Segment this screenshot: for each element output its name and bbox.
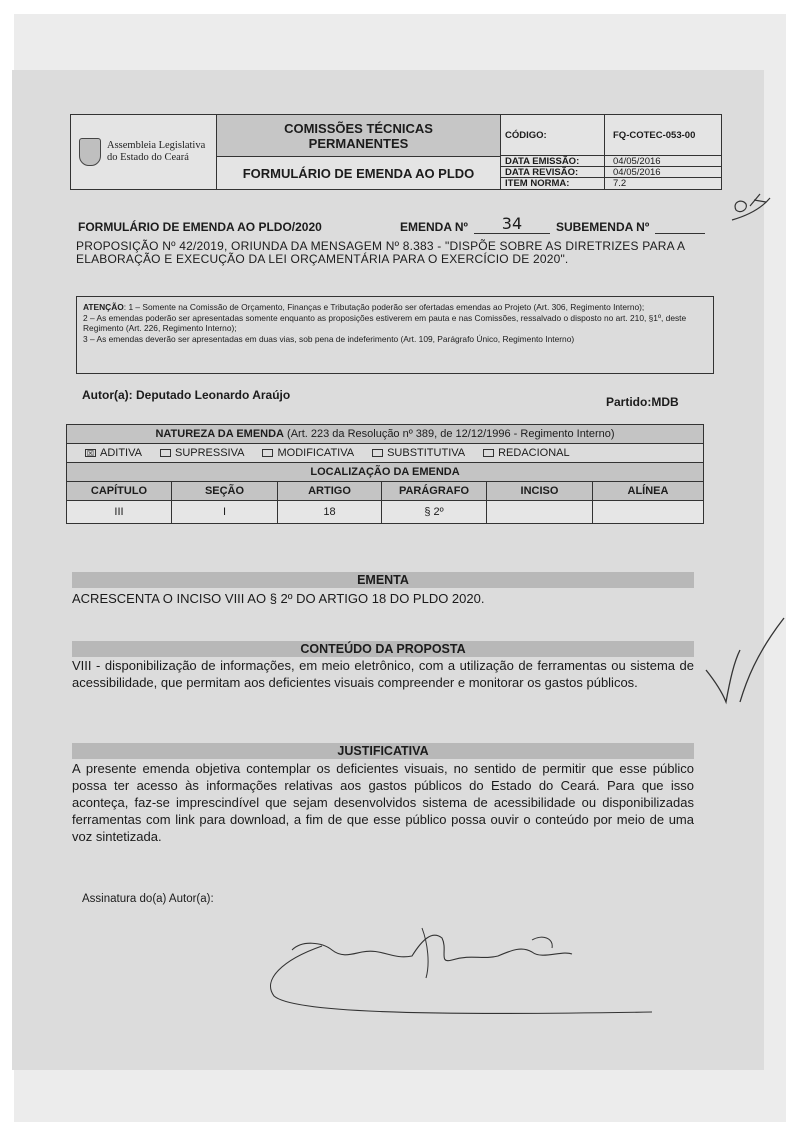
emenda-number-line: EMENDA Nº 34 SUBEMENDA Nº (400, 220, 705, 234)
institution-name: Assembleia Legislativa do Estado do Ceará (107, 140, 206, 163)
justificativa-text: A presente emenda objetiva contemplar os deficientes visuais, no sentido de permitir que esse público possa ter acesso às informações relativas aos gastos públicos do Estado do Ceará. Para que isso aconteça, faz-se imprescindível que sejam desenvolvidos sistema de acessibilidade ou disponibilizadas ferramentas com link para download, a fim de que esse público possa ouvir o conteúdo por meio de uma voz sintetizada. (72, 761, 694, 844)
conteudo-heading: CONTEÚDO DA PROPOSTA (72, 641, 694, 657)
localizacao-values-row: III I 18 § 2º (67, 501, 703, 523)
state-seal-icon (79, 138, 101, 166)
natureza-title-row: NATUREZA DA EMENDA (Art. 223 da Resolução nº 389, de 12/12/1996 - Regimento Interno) (67, 425, 703, 444)
form-name: FORMULÁRIO DE EMENDA AO PLDO (242, 165, 475, 181)
author: Autor(a): Deputado Leonardo Araújo (82, 388, 291, 402)
handwritten-mark (726, 180, 776, 224)
emenda-number: 34 (474, 214, 550, 234)
code-row: CÓDIGO: FQ-COTEC-053-00 (501, 115, 721, 156)
option-substitutiva[interactable]: SUBSTITUTIVA (372, 447, 465, 459)
amendment-table (66, 424, 704, 524)
institution-logo (71, 115, 217, 189)
option-supressiva[interactable]: SUPRESSIVA (160, 447, 245, 459)
checkbox-icon (483, 449, 494, 457)
checkbox-icon: ☒ (86, 449, 95, 458)
ementa-text: ACRESCENTA O INCISO VIII AO § 2º DO ARTIGO 18 DO PLDO 2020. (72, 591, 485, 606)
option-aditiva[interactable]: ☒ ADITIVA (86, 447, 142, 459)
localizacao-title-row: LOCALIZAÇÃO DA EMENDA (67, 463, 703, 482)
party: Partido:MDB (606, 395, 679, 409)
ementa-heading: EMENTA (72, 572, 694, 588)
header-titles (217, 115, 501, 189)
attention-box: ATENÇÃO: 1 – Somente na Comissão de Orçamento, Finanças e Tributação poderão ser ofertadas emendas ao Projeto (Art. 306, Regimento Interno); 2 – As emendas poderão ser apresentadas somente enquanto as proposições estiverem em pauta e nas Comissões, ressalvado o disposto no art. 210, §1º, deste Regimento (Art. 226, Regimento Interno); 3 – As emendas deverão ser apresentadas em duas vias, sob pena de indeferimento (Art. 109, Parágrafo Único, Regimento Interno) (76, 296, 714, 374)
revisao-row: DATA REVISÃO: 04/05/2016 (501, 167, 721, 178)
option-modificativa[interactable]: MODIFICATIVA (262, 447, 354, 459)
emissao-row: DATA EMISSÃO: 04/05/2016 (501, 156, 721, 167)
option-redacional[interactable]: REDACIONAL (483, 447, 570, 459)
localizacao-header-row: CAPÍTULO SEÇÃO ARTIGO PARÁGRAFO INCISO ALÍNEA (67, 482, 703, 501)
form-title: FORMULÁRIO DE EMENDA AO PLDO/2020 (78, 220, 322, 234)
checkbox-icon (160, 449, 171, 457)
document-header (70, 114, 722, 190)
subemenda-field (655, 220, 705, 234)
handwritten-check-mark (700, 610, 790, 710)
justificativa-heading: JUSTIFICATIVA (72, 743, 694, 759)
conteudo-text: VIII - disponibilização de informações, em meio eletrônico, com a utilização de ferramentas ou sistema de acessibilidade, que permitam aos deficientes visuais compreender e monitorar os gastos públicos. (72, 658, 694, 690)
norma-row: ITEM NORMA: 7.2 (501, 178, 721, 189)
author-signature (262, 920, 672, 1020)
checkbox-icon (372, 449, 383, 457)
checkbox-icon (262, 449, 273, 457)
committee-title: COMISSÕES TÉCNICAS PERMANENTES (217, 115, 500, 157)
header-meta (501, 115, 721, 189)
proposicao-text: PROPOSIÇÃO Nº 42/2019, ORIUNDA DA MENSAGEM Nº 8.383 - "DISPÕE SOBRE AS DIRETRIZES PARA A ELABORAÇÃO E EXECUÇÃO DA LEI ORÇAMENTÁRIA PARA O EXERCÍCIO DE 2020". (76, 239, 685, 266)
natureza-options-row (67, 444, 703, 463)
signature-label: Assinatura do(a) Autor(a): (82, 893, 214, 905)
